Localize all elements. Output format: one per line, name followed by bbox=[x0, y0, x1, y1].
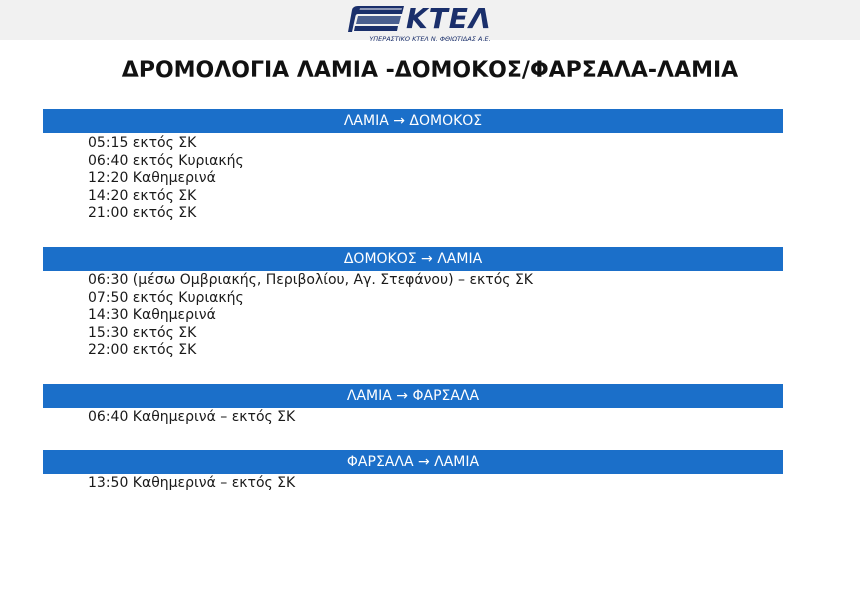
trip-item: 21:00 εκτός ΣΚ bbox=[88, 205, 197, 221]
logo-subtitle: ΥΠΕΡΑΣΤΙΚΟ ΚΤΕΛ Ν. ΦΘΙΩΤΙΔΑΣ Α.Ε. bbox=[369, 35, 491, 43]
trip-item: 06:30 (μέσω Ομβριακής, Περιβολίου, Αγ. Στεφάνου) – εκτός ΣΚ bbox=[88, 272, 533, 288]
trip-item: 07:50 εκτός Κυριακής bbox=[88, 289, 244, 306]
trip-list-farsala-lamia bbox=[88, 475, 295, 493]
trip-list-domokos-lamia bbox=[88, 272, 533, 360]
trip-item: 05:15 εκτός ΣΚ bbox=[88, 135, 197, 151]
trip-item: 06:40 Καθημερινά – εκτός ΣΚ bbox=[88, 409, 296, 425]
trip-item: 15:30 εκτός ΣΚ bbox=[88, 324, 197, 341]
trip-list-lamia-domokos bbox=[88, 135, 244, 223]
trip-item: 22:00 εκτός ΣΚ bbox=[88, 342, 197, 358]
page-title: ΔΡΟΜΟΛΟΓΙΑ ΛΑΜΙΑ -ΔΟΜΟΚΟΣ/ΦΑΡΣΑΛΑ-ΛΑΜΙΑ bbox=[121, 58, 739, 83]
ktel-logo bbox=[340, 2, 520, 46]
route-header-domokos-lamia: ΔΟΜΟΚΟΣ → ΛΑΜΙΑ bbox=[43, 247, 783, 271]
trip-item: 12:20 Καθημερινά bbox=[88, 170, 216, 186]
trip-item: 06:40 εκτός Κυριακής bbox=[88, 152, 244, 169]
trip-item: 13:50 Καθημερινά – εκτός ΣΚ bbox=[88, 475, 296, 491]
logo-wordmark: ΚΤΕΛ bbox=[406, 2, 492, 35]
route-header-farsala-lamia: ΦΑΡΣΑΛΑ → ΛΑΜΙΑ bbox=[43, 450, 783, 474]
route-header-lamia-farsala: ΛΑΜΙΑ → ΦΑΡΣΑΛΑ bbox=[43, 384, 783, 408]
route-header-lamia-domokos: ΛΑΜΙΑ → ΔΟΜΟΚΟΣ bbox=[43, 109, 783, 133]
trip-list-lamia-farsala bbox=[88, 409, 295, 427]
bus-icon bbox=[346, 4, 406, 36]
trip-item: 14:30 Καθημερινά bbox=[88, 307, 216, 323]
trip-item: 14:20 εκτός ΣΚ bbox=[88, 187, 197, 204]
